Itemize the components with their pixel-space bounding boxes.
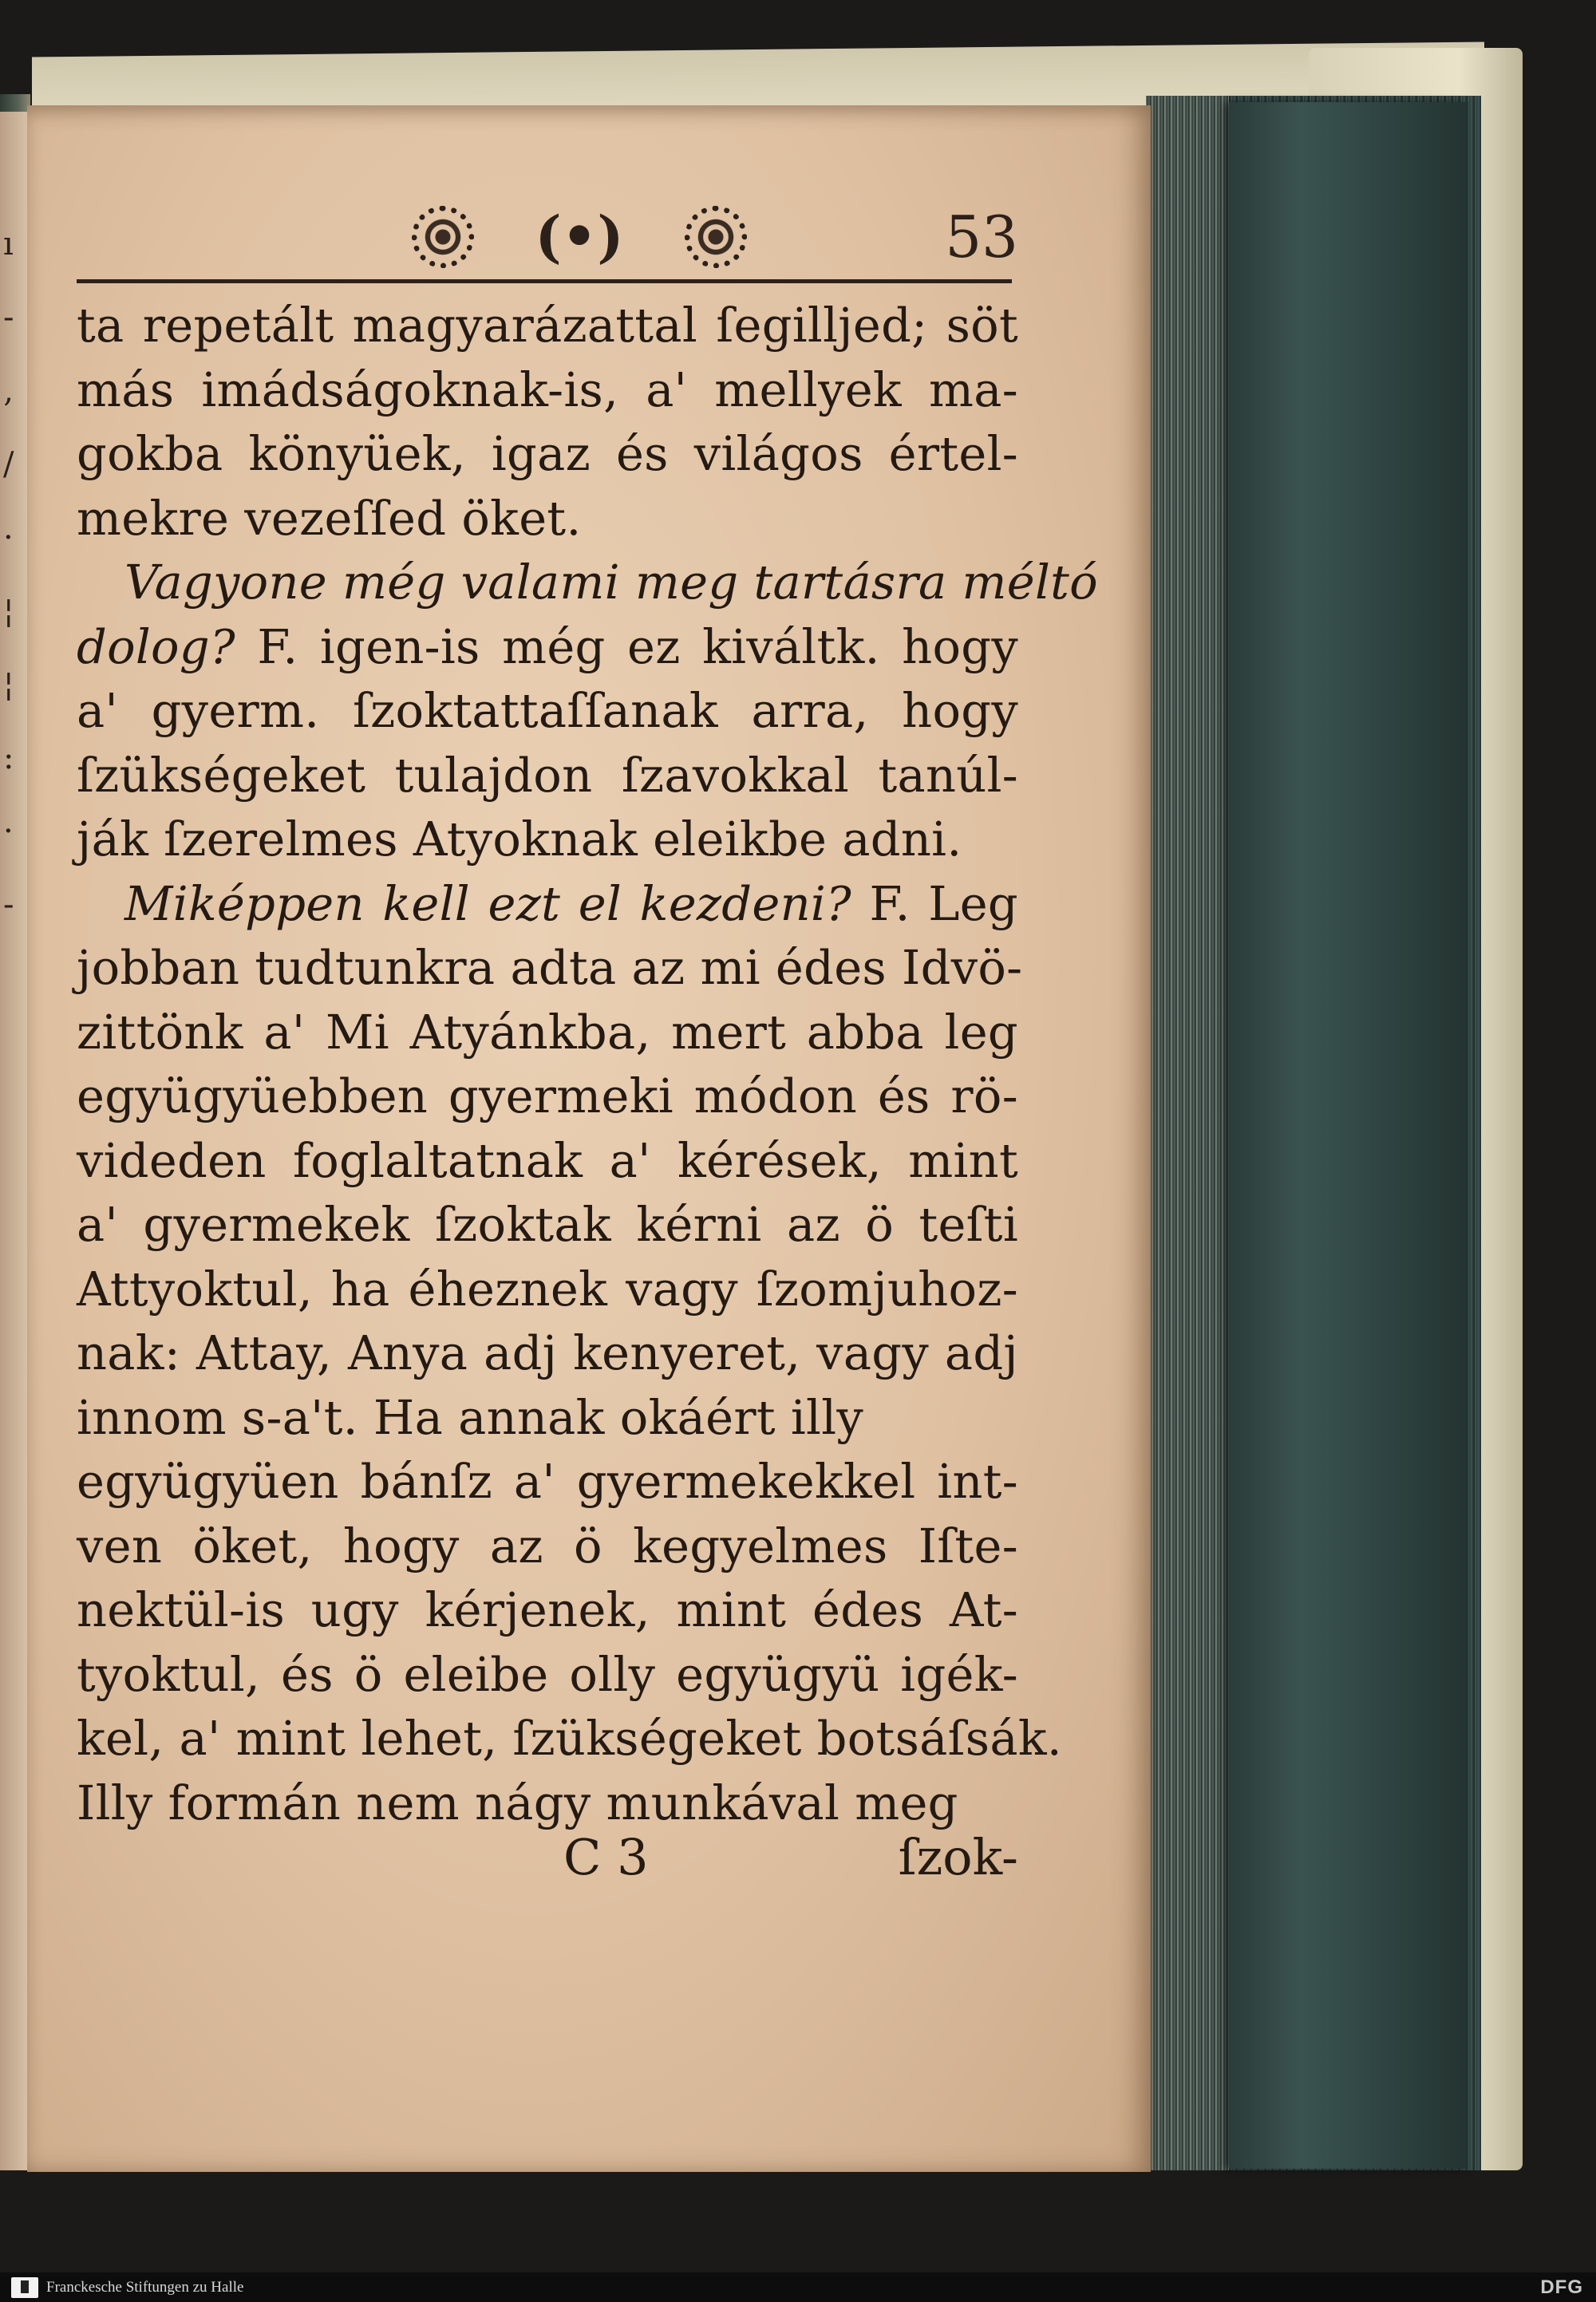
page-block-green-edge [1229,102,1468,2169]
facing-page-marks [3,207,24,942]
facing-page-mark: ¦ [3,593,14,630]
text-line: Vagyone még valami meg tartásra méltó [124,555,1098,610]
text-line: zittönk a' Mi Atyánkba, mert abba leg [77,1004,1018,1060]
facing-page-mark: ı [3,226,14,263]
text-line: gokba könyüek, igaz és világos értel- [77,426,1018,481]
viewer-footer-bar [0,2272,1596,2302]
facing-page-mark: - [3,886,14,923]
text-line: videden foglaltatnak a' kérések, mint [77,1132,1018,1188]
rosette-ornament-icon [412,206,474,268]
text-line: együgyüen bánſz a' gyermekekkel int- [77,1454,1018,1509]
facing-page-mark: ‚ [3,373,14,409]
italic-question: dolog? [77,618,235,674]
text-line: nektül-is ugy kérjenek, mint édes At- [77,1582,1018,1637]
text-line: ják ſzerelmes Atyoknak eleikbe adni. [77,811,962,867]
facing-page-mark: : [3,740,14,776]
facing-page-mark: ¦ [3,666,14,703]
text-line: nak: Attay, Anya adj kenyeret, vagy adj [77,1325,1018,1380]
facing-page-mark: · [3,519,14,556]
text-line: kel, a' mint lehet, ſzükségeket botsáſsák. [77,1711,1062,1766]
text-line: ſzükségeket tulajdon ſzavokkal tanúl- [77,747,1018,803]
catchword: ſzok- [898,1828,1018,1886]
text-line [77,872,1018,937]
institution-logo-icon [11,2277,38,2298]
italic-question: Miképpen kell ezt el kezdeni? [124,875,851,931]
text-line: jobban tudtunkra adta az mi édes Idvö- [77,940,1023,995]
facing-page-mark: · [3,813,14,850]
text-line [77,615,1018,680]
rosette-ornament-icon [685,206,747,268]
facing-page-mark: - [3,299,14,336]
body-text [77,294,1098,1835]
text-line: más imádságoknak-is, a' mellyek ma- [77,361,1018,417]
page-number: 53 [945,203,1018,270]
page-footer-line [77,1826,1018,1889]
answer-text: F. igen-is még ez kiváltk. hogy [235,618,1018,674]
text-line: tyoktul, és ö eleibe olly együgyü igék- [77,1646,1018,1702]
text-line: a' gyerm. ſzoktattaſſanak arra, hogy [77,683,1018,738]
institution-credit: Franckesche Stiftungen zu Halle [46,2279,244,2296]
signature-mark: C 3 [563,1828,649,1886]
header-ornament [412,201,747,273]
running-header [77,201,1018,273]
text-line: együgyüebben gyermeki módon és rö- [77,1068,1018,1123]
text-line: Illy formán nem nágy munkával meg [77,1775,958,1830]
text-line: ta repetált magyarázattal ſegilljed; söt [77,298,1018,353]
page-edges-strip [1146,96,1229,2170]
facing-page-mark: / [3,446,14,483]
text-line: a' gyermekek ſzoktak kérni az ö teſti [77,1197,1018,1252]
dfg-logo: DFG [1540,2276,1583,2298]
ornament-center-glyph: (•) [535,203,624,270]
text-line: mekre vezeſſed öket. [77,490,582,546]
text-line: Attyoktul, ha éheznek vagy ſzomjuhoz- [77,1261,1018,1317]
header-rule [77,279,1012,283]
answer-text: F. Leg [851,875,1018,931]
text-line: innom s-a't. Ha annak okáért illy [77,1389,864,1445]
text-line: ven öket, hogy az ö kegyelmes Iſte- [77,1518,1018,1573]
